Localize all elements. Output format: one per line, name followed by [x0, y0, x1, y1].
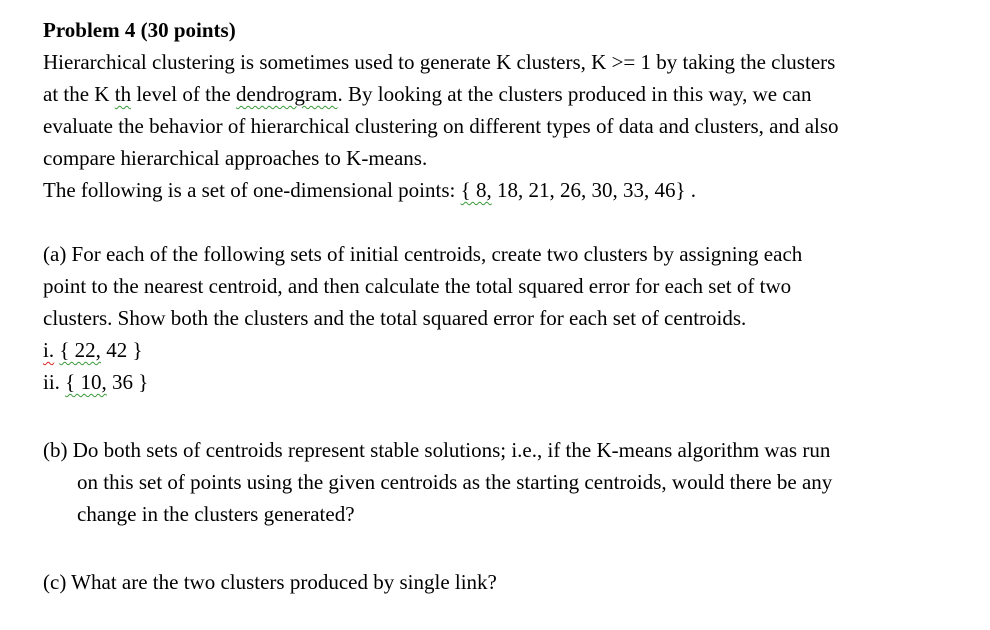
option-i-set: { 22,	[59, 338, 101, 362]
intro-line-1: Hierarchical clustering is sometimes used to generate K clusters, K >= 1 by taking the clusters	[43, 50, 836, 74]
option-i-label: i.	[43, 338, 55, 362]
option-i-rest: 42 }	[100, 338, 143, 362]
part-c-line-1: (c) What are the two clusters produced by single link?	[43, 570, 497, 594]
centroid-option-i	[43, 334, 973, 366]
point-set-lead: The following is a set of one-dimensional points:	[43, 178, 461, 202]
option-ii-rest: 36 }	[106, 370, 149, 394]
problem-document	[43, 14, 973, 598]
part-a-line-3: clusters. Show both the clusters and the total squared error for each set of centroids.	[43, 306, 747, 330]
spellcheck-word-th: th	[114, 82, 132, 106]
intro-line-3: evaluate the behavior of hierarchical clustering on different types of data and clusters, and also	[43, 114, 839, 138]
intro-line-2-part-c: . By looking at the clusters produced in this way, we can	[337, 82, 812, 106]
part-a-line-2: point to the nearest centroid, and then calculate the total squared error for each set of two	[43, 274, 792, 298]
part-b-line-3: change in the clusters generated?	[77, 502, 355, 526]
point-set-first: { 8,	[460, 178, 492, 202]
intro-line-2-part-a: at the K	[43, 82, 115, 106]
point-set-line	[43, 174, 973, 206]
intro-line-2	[43, 78, 973, 110]
centroid-option-ii	[43, 366, 973, 398]
part-b-line-1: (b) Do both sets of centroids represent stable solutions; i.e., if the K-means algorithm was run	[43, 438, 831, 462]
part-a-line-1: (a) For each of the following sets of initial centroids, create two clusters by assigning each	[43, 242, 803, 266]
intro-line-2-part-b: level of the	[131, 82, 237, 106]
problem-title: Problem 4 (30 points)	[43, 18, 236, 42]
point-set-rest: 18, 21, 26, 30, 33, 46} .	[491, 178, 697, 202]
part-b-line-2: on this set of points using the given centroids as the starting centroids, would there be any	[77, 470, 833, 494]
option-ii-set: { 10,	[65, 370, 107, 394]
spellcheck-word-dendrogram: dendrogram	[236, 82, 338, 106]
intro-line-4: compare hierarchical approaches to K-means.	[43, 146, 428, 170]
option-ii-label: ii.	[43, 370, 66, 394]
